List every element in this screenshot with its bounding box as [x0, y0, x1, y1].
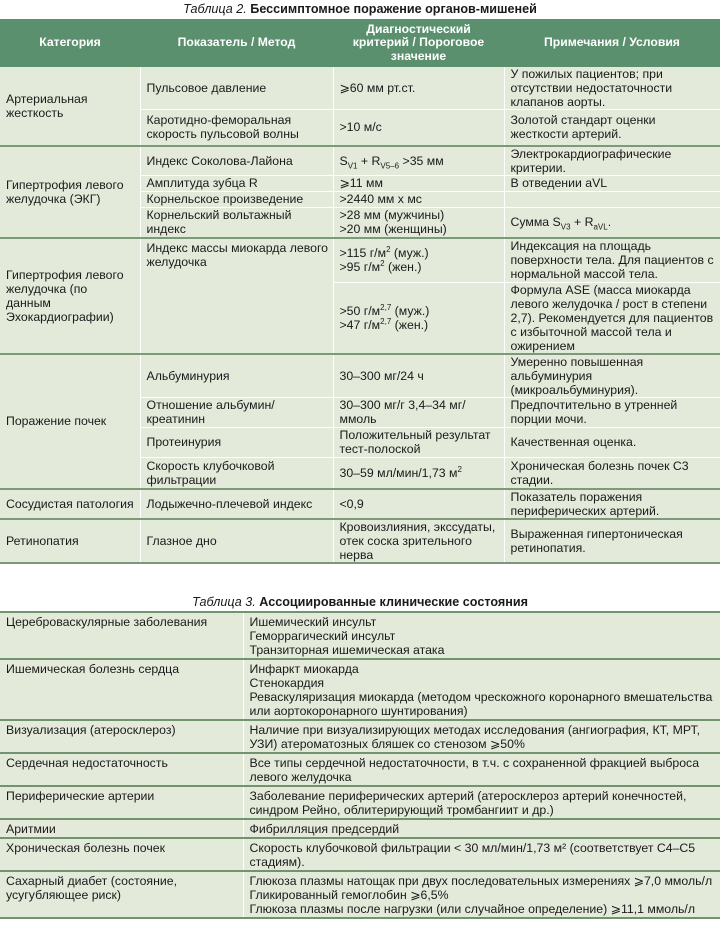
table2-caption-title: Бессимптомное поражение органов-мишеней	[250, 2, 537, 16]
notes-cell: В отведении aVL	[504, 175, 720, 191]
table-row	[0, 354, 720, 398]
notes-cell: Сумма $S_{V3} + R_{aVL}$.	[504, 207, 720, 238]
table-row	[0, 819, 720, 838]
header-indicator: Показатель / Метод	[140, 19, 333, 67]
condition-cell: Периферические артерии	[0, 786, 243, 819]
indicator-cell: Индекс массы миокарда левого желудочка	[140, 238, 333, 354]
associated-conditions-table	[0, 611, 720, 919]
table-row	[0, 67, 720, 110]
criterion-cell: ⩾11 мм	[333, 175, 504, 191]
condition-cell: Хроническая болезнь почек	[0, 838, 243, 871]
details-cell: Глюкоза плазмы натощак при двух последовательных измерениях ⩾7,0 ммоль/л Гликированный гемоглобин ⩾6,5% Глюкоза плазмы после нагрузки (или случайное определение) ⩾11,1 ммоль/л	[243, 871, 720, 918]
indicator-cell: Каротидно-феморальная скорость пульсовой волны	[140, 110, 333, 146]
notes-cell: Качественная оценка.	[504, 427, 720, 457]
table-row	[0, 659, 720, 720]
notes-cell: Умеренно повышенная альбуминурия (микроальбуминурия).	[504, 354, 720, 398]
indicator-cell: Лодыжечно-плечевой индекс	[140, 489, 333, 519]
category-cell: Сосудистая патология	[0, 489, 140, 519]
condition-cell: Визуализация (атеросклероз)	[0, 720, 243, 753]
table-row	[0, 146, 720, 176]
criterion-cell: ⩾60 мм рт.ст.	[333, 67, 504, 110]
table-row	[0, 519, 720, 563]
indicator-cell: Амплитуда зубца R	[140, 175, 333, 191]
indicator-cell: Глазное дно	[140, 519, 333, 563]
criterion-cell: Положительный результат тест-полоской	[333, 427, 504, 457]
indicator-cell: Корнельское произведение	[140, 191, 333, 207]
criterion-cell: 30–300 мг/24 ч	[333, 354, 504, 398]
details-cell: Ишемический инсульт Геморрагический инсульт Транзиторная ишемическая атака	[243, 612, 720, 659]
header-notes: Примечания / Условия	[504, 19, 720, 67]
condition-cell: Цереброваскулярные заболевания	[0, 612, 243, 659]
notes-cell	[504, 191, 720, 207]
table3-caption	[0, 595, 720, 610]
criterion-cell: >28 мм (мужчины) >20 мм (женщины)	[333, 207, 504, 238]
indicator-cell: Индекс Соколова-Лайона	[140, 146, 333, 176]
table-row	[0, 786, 720, 819]
notes-cell: Золотой стандарт оценки жесткости артерий.	[504, 110, 720, 146]
condition-cell: Сердечная недостаточность	[0, 753, 243, 786]
criterion-cell: Кровоизлияния, экссудаты, отек соска зрительного нерва	[333, 519, 504, 563]
condition-cell: Сахарный диабет (состояние, усугубляющее риск)	[0, 871, 243, 918]
criterion-cell: >2440 мм х мс	[333, 191, 504, 207]
table3-caption-label: Таблица 3.	[192, 595, 256, 609]
notes-cell: Показатель поражения периферических артерий.	[504, 489, 720, 519]
details-cell: Все типы сердечной недостаточности, в т.ч. с сохраненной фракцией выброса левого желудочка	[243, 753, 720, 786]
category-cell: Поражение почек	[0, 354, 140, 490]
indicator-cell: Альбуминурия	[140, 354, 333, 398]
category-cell: Ретинопатия	[0, 519, 140, 563]
notes-cell: Электрокардиографические критерии.	[504, 146, 720, 176]
indicator-cell: Скорость клубочковой фильтрации	[140, 457, 333, 489]
condition-cell: Ишемическая болезнь сердца	[0, 659, 243, 720]
indicator-cell: Пульсовое давление	[140, 67, 333, 110]
details-cell: Наличие при визуализирующих методах исследования (ангиография, КТ, МРТ, УЗИ) атероматозных бляшек со стенозом ⩾50%	[243, 720, 720, 753]
notes-cell: Формула ASE (масса миокарда левого желудочка / рост в степени 2,7). Рекомендуется для пациентов с избыточной массой тела и ожирением	[504, 282, 720, 354]
criterion-cell: >50 $г/м^{2,7}$ (муж.) >47 $г/м^{2,7}$ (жен.)	[333, 282, 504, 354]
notes-cell: Хроническая болезнь почек С3 стадии.	[504, 457, 720, 489]
indicator-cell: Протеинурия	[140, 427, 333, 457]
notes-cell: Выраженная гипертоническая ретинопатия.	[504, 519, 720, 563]
indicator-cell: Отношение альбумин/ креатинин	[140, 397, 333, 427]
table2-caption-label: Таблица 2.	[183, 2, 247, 16]
criterion-cell: 30–300 мг/г 3,4–34 мг/ммоль	[333, 397, 504, 427]
criterion-cell: <0,9	[333, 489, 504, 519]
table-row	[0, 238, 720, 282]
details-cell: Фибрилляция предсердий	[243, 819, 720, 838]
header-criterion: Диагностический критерий / Пороговое значение	[333, 19, 504, 67]
table3-caption-title: Ассоциированные клинические состояния	[259, 595, 528, 609]
condition-cell: Аритмии	[0, 819, 243, 838]
table-row	[0, 871, 720, 918]
table-header-row	[0, 19, 720, 67]
details-cell: Скорость клубочковой фильтрации < 30 мл/мин/1,73 м² (соответствует С4–С5 стадиям).	[243, 838, 720, 871]
category-cell: Артериальная жесткость	[0, 67, 140, 146]
table-row	[0, 753, 720, 786]
category-cell: Гипертрофия левого желудочка (ЭКГ)	[0, 146, 140, 239]
criterion-cell: $S_{V1} + R_{V5-6} >35$ мм	[333, 146, 504, 176]
header-category: Категория	[0, 19, 140, 67]
details-cell: Заболевание периферических артерий (атеросклероз артерий конечностей, синдром Рейно, облитерирующий тромбангиит и др.)	[243, 786, 720, 819]
indicator-cell: Корнельский вольтажный индекс	[140, 207, 333, 238]
notes-cell: Предпочтительно в утренней порции мочи.	[504, 397, 720, 427]
table-row	[0, 489, 720, 519]
table-row	[0, 838, 720, 871]
target-organ-damage-table	[0, 19, 720, 564]
criterion-cell: >115 $г/м^2$ (муж.) >95 $г/м^2$ (жен.)	[333, 238, 504, 282]
criterion-cell: >10 м/с	[333, 110, 504, 146]
details-cell: Инфаркт миокарда Стенокардия Реваскуляризация миокарда (методом чрескожного коронарного вмешательства или аортокоронарного шунтирования)	[243, 659, 720, 720]
table-row	[0, 720, 720, 753]
notes-cell: Индексация на площадь поверхности тела. Для пациентов с нормальной массой тела.	[504, 238, 720, 282]
category-cell: Гипертрофия левого желудочка (по данным Эхокардиографии)	[0, 238, 140, 354]
table2-caption	[0, 2, 720, 17]
criterion-cell: 30–59 мл/мин/1,73 $м^2$	[333, 457, 504, 489]
table-row	[0, 612, 720, 659]
notes-cell: У пожилых пациентов; при отсутствии недостаточности клапанов аорты.	[504, 67, 720, 110]
